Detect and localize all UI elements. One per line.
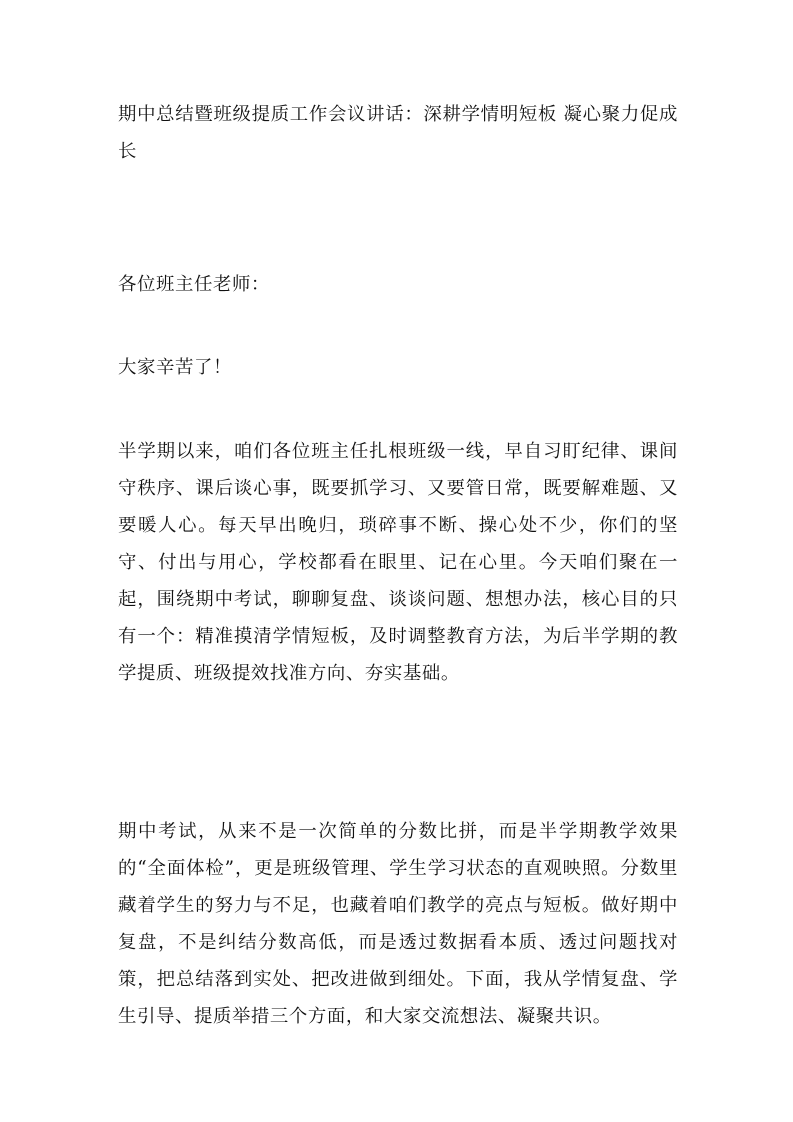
greeting-line: 大家辛苦了！ [118,357,232,378]
paragraph-2: 期中考试，从来不是一次简单的分数比拼，而是半学期教学效果的“全面体检”，更是班级管理、学生学习状态的直观映照。分数里藏着学生的努力与不足，也藏着咱们教学的亮点与短板。做好期中复盘，不是纠结分数高低，而是透过数据看本质、透过问题找对策，把总结落到实处、把改进做到细处。下面，我从学情复盘、学生引导、提质举措三个方面，和大家交流想法、凝聚共识。 [118,821,678,1027]
document-title: 期中总结暨班级提质工作会议讲话：深耕学情明短板 凝心聚力促成长 [118,104,678,162]
paragraph-1: 半学期以来，咱们各位班主任扎根班级一线，早自习盯纪律、课间守秩序、课后谈心事，既要抓学习、又要管日常，既要解难题、又要暖人心。每天早出晚归，琐碎事不断、操心处不少，你们的坚守、付出与用心，学校都看在眼里、记在心里。今天咱们聚在一起，围绕期中考试，聊聊复盘、谈谈问题、想想办法，核心目的只有一个：精准摸清学情短板，及时调整教育方法，为后半学期的教学提质、班级提效找准方向、夯实基础。 [118,441,678,684]
salutation: 各位班主任老师： [118,274,270,295]
